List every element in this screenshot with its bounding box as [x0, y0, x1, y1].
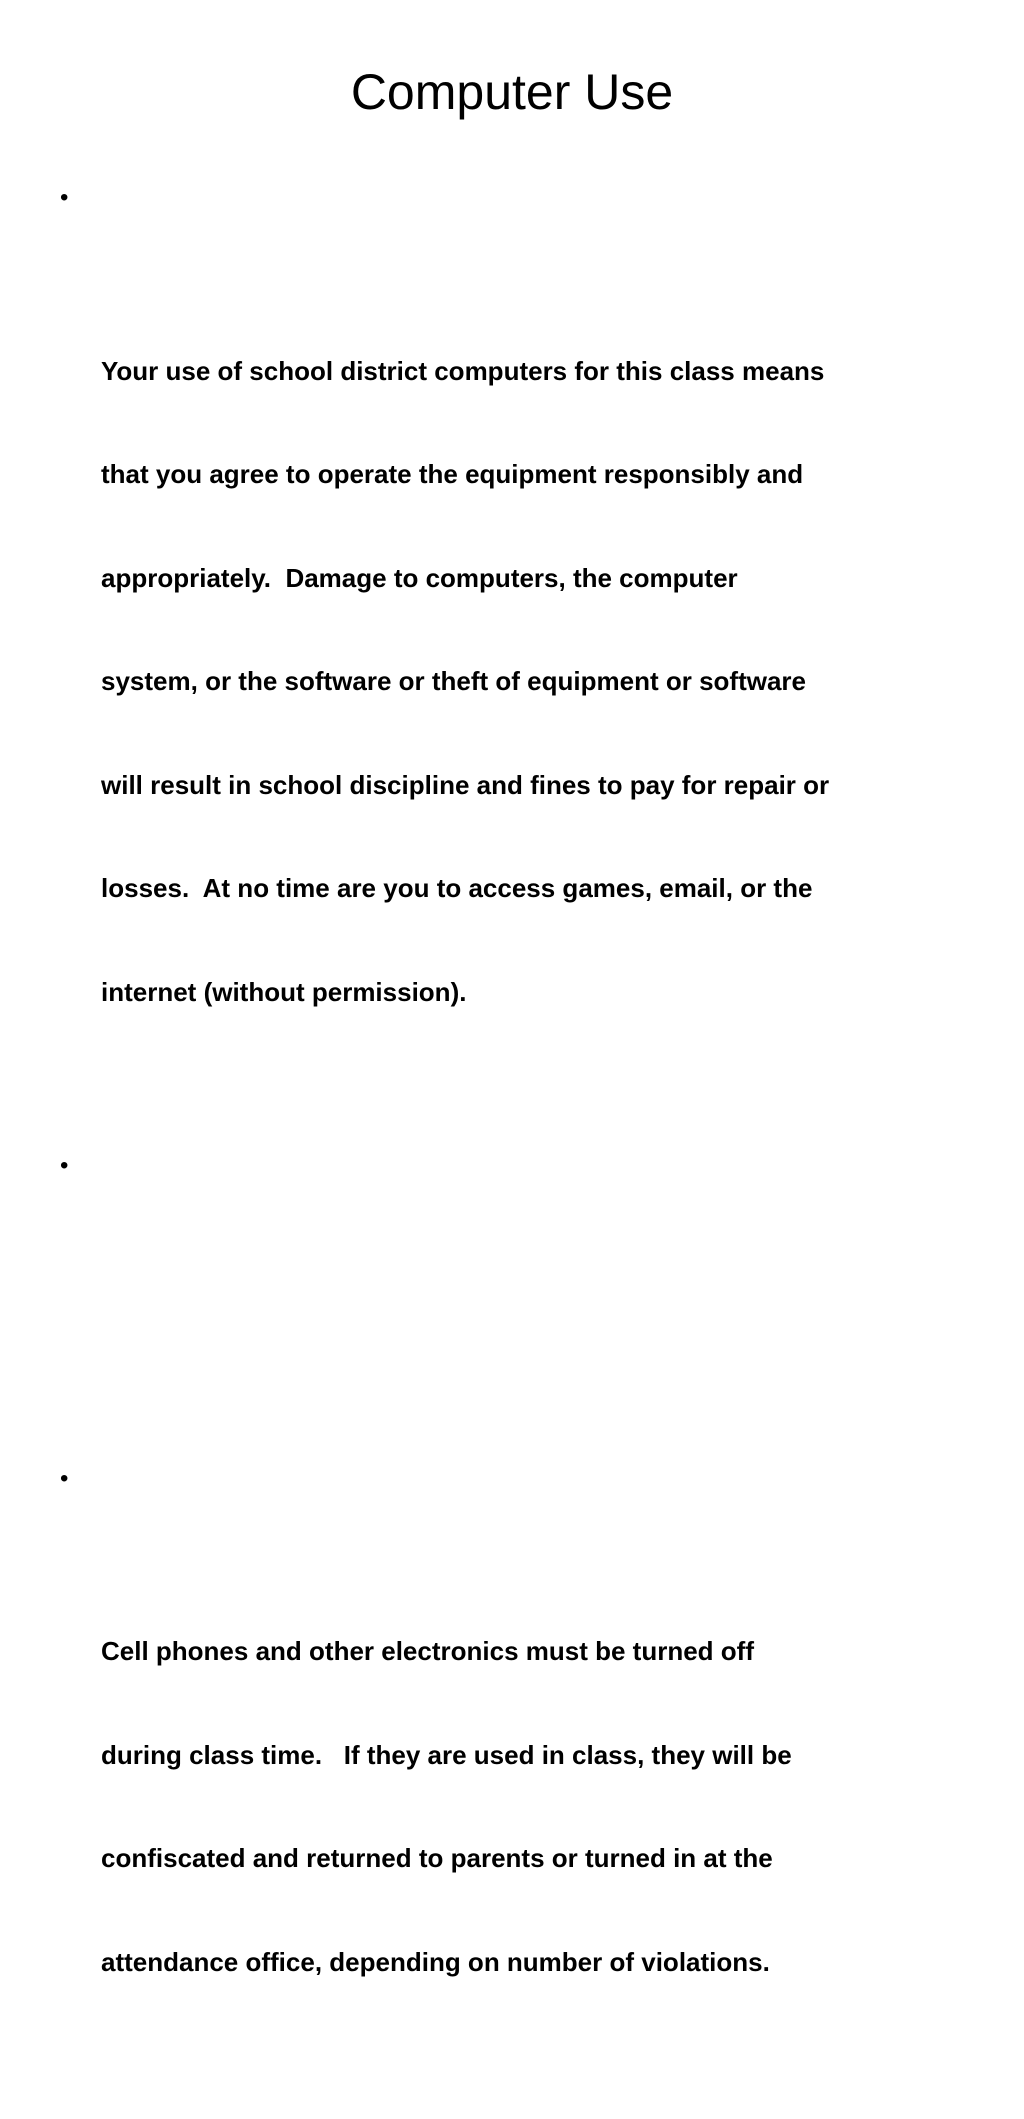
bullet-line: appropriately. Damage to computers, the computer [101, 562, 738, 593]
bullet-line: during class time. If they are used in class, they will be [101, 1739, 792, 1770]
bullet-line: that you agree to operate the equipment responsibly and [101, 459, 804, 489]
bullet-line: will result in school discipline and fines to pay for repair or [101, 769, 830, 800]
slide-title: Computer Use [350, 64, 674, 120]
bullet-text [101, 1565, 985, 2048]
bullet-icon: • [60, 184, 69, 211]
bullet-line: confiscated and returned to parents or turned in at the [101, 1843, 773, 1873]
bullet-icon: • [60, 1152, 69, 1179]
bullet-line: attendance office, depending on number of violations. [101, 1946, 770, 1977]
bullet-line: Your use of school district computers for this class means [101, 355, 825, 386]
bullet-text [101, 285, 985, 1079]
bullet-line: internet (without permission). [101, 976, 467, 1007]
bullet-item-cell-phone-policy [55, 1462, 985, 2118]
bullet-item-computer-policy [55, 181, 985, 1147]
bullet-line: Cell phones and other electronics must be turned off [101, 1636, 754, 1666]
bullet-line: system, or the software or theft of equipment or software [101, 666, 806, 696]
bullet-text [101, 1253, 985, 1391]
bullet-list [55, 181, 985, 2119]
bullet-line: losses. At no time are you to access games, email, or the [101, 873, 813, 903]
bullet-item-empty [55, 1149, 985, 1460]
bullet-icon: • [60, 1464, 69, 1492]
